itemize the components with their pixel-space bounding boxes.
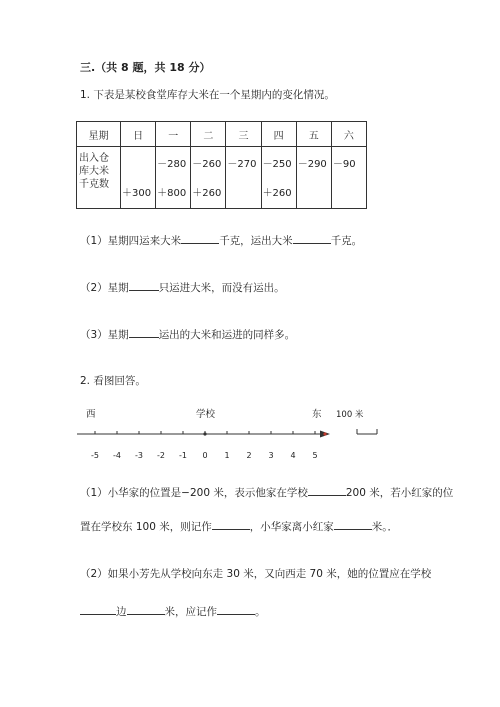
sub-text: 只运进大米，而没有运出。 [158, 282, 285, 294]
question-2-sub-2-line-2 [80, 603, 266, 619]
scale-label: 100 米 [336, 410, 364, 420]
tick-label: -5 [91, 451, 99, 460]
section-title: 三.（共 8 题，共 18 分） [80, 61, 211, 74]
sub-text: 置在学校东 100 米，则记作 [80, 521, 212, 533]
sub-text: 边 [116, 606, 127, 618]
answer-blank[interactable] [212, 518, 250, 530]
header-cell: 三 [226, 122, 261, 147]
tick-label: 1 [224, 451, 230, 460]
cell-in-value: ＋260 [192, 188, 222, 199]
sub-text: （3）星期 [80, 329, 129, 341]
sub-text: 200 米，若小红家的位 [345, 487, 454, 499]
cell-in-value: ＋260 [262, 188, 292, 199]
row-label-line: 库大米 [79, 166, 109, 177]
sub-text: 米，应记作 [164, 606, 217, 618]
cell-out-value: －270 [227, 159, 257, 170]
cell-in-value: ＋800 [157, 188, 187, 199]
tick-label: -1 [179, 451, 187, 460]
sub-text: （2）星期 [80, 282, 129, 294]
tick-label: 0 [202, 451, 208, 460]
west-label: 西 [86, 409, 96, 420]
question-2-sub-1-line-2 [80, 518, 398, 534]
question-2-sub-2-line-1: （2）如果小芳先从学校向东走 30 米，又向西走 70 米，她的位置应在学校 [80, 568, 432, 580]
sub-text: 。 [255, 606, 266, 618]
cell-out-value: －290 [297, 159, 327, 170]
header-cell: 二 [191, 122, 226, 147]
east-label: 东 [312, 409, 322, 420]
sub-text: 米。． [371, 521, 398, 533]
sub-text: 千克，运出大米 [219, 235, 293, 247]
header-cell: 四 [261, 122, 296, 147]
tick-label: 3 [268, 451, 274, 460]
cell-out-value: －250 [262, 159, 292, 170]
header-cell: 一 [156, 122, 191, 147]
answer-blank[interactable] [334, 518, 372, 530]
cell-in-value: ＋300 [122, 188, 152, 199]
sub-text: ，小华家离小红家 [249, 521, 334, 533]
sub-text: 千克。 [330, 235, 363, 247]
row-label-line: 出入仓 [79, 153, 109, 164]
sub-text: 运出的大米和运进的同样多。 [158, 329, 296, 341]
sub-text: （1）星期四运来大米 [80, 235, 182, 247]
scale-bar [357, 429, 377, 434]
answer-blank[interactable] [308, 484, 346, 496]
question-2-sub-1-line-1 [80, 484, 453, 500]
cell-out-value: －260 [192, 159, 222, 170]
east-point [323, 432, 326, 435]
header-cell: 星期 [77, 122, 121, 147]
header-cell: 六 [331, 122, 366, 147]
tick-label: -4 [113, 451, 121, 460]
cell-out-value: －90 [332, 159, 356, 170]
header-cell: 五 [296, 122, 331, 147]
tick-label: 2 [246, 451, 252, 460]
cell-out-value: －280 [157, 159, 187, 170]
question-2-stem: 2. 看图回答。 [80, 375, 146, 387]
tick-label: 4 [290, 451, 296, 460]
row-label-line: 千克数 [79, 179, 109, 190]
tick-label: 5 [312, 451, 318, 460]
header-cell: 日 [121, 122, 156, 147]
answer-blank[interactable] [127, 603, 165, 615]
school-label: 学校 [196, 409, 216, 420]
sub-text: （1）小华家的位置是−200 米，表示他家在学校 [80, 487, 308, 499]
tick-label: -3 [135, 451, 143, 460]
answer-blank[interactable] [80, 603, 116, 615]
answer-blank[interactable] [217, 603, 255, 615]
tick-label: -2 [157, 451, 165, 460]
question-1-stem: 1. 下表是某校食堂库存大米在一个星期内的变化情况。 [80, 89, 335, 101]
